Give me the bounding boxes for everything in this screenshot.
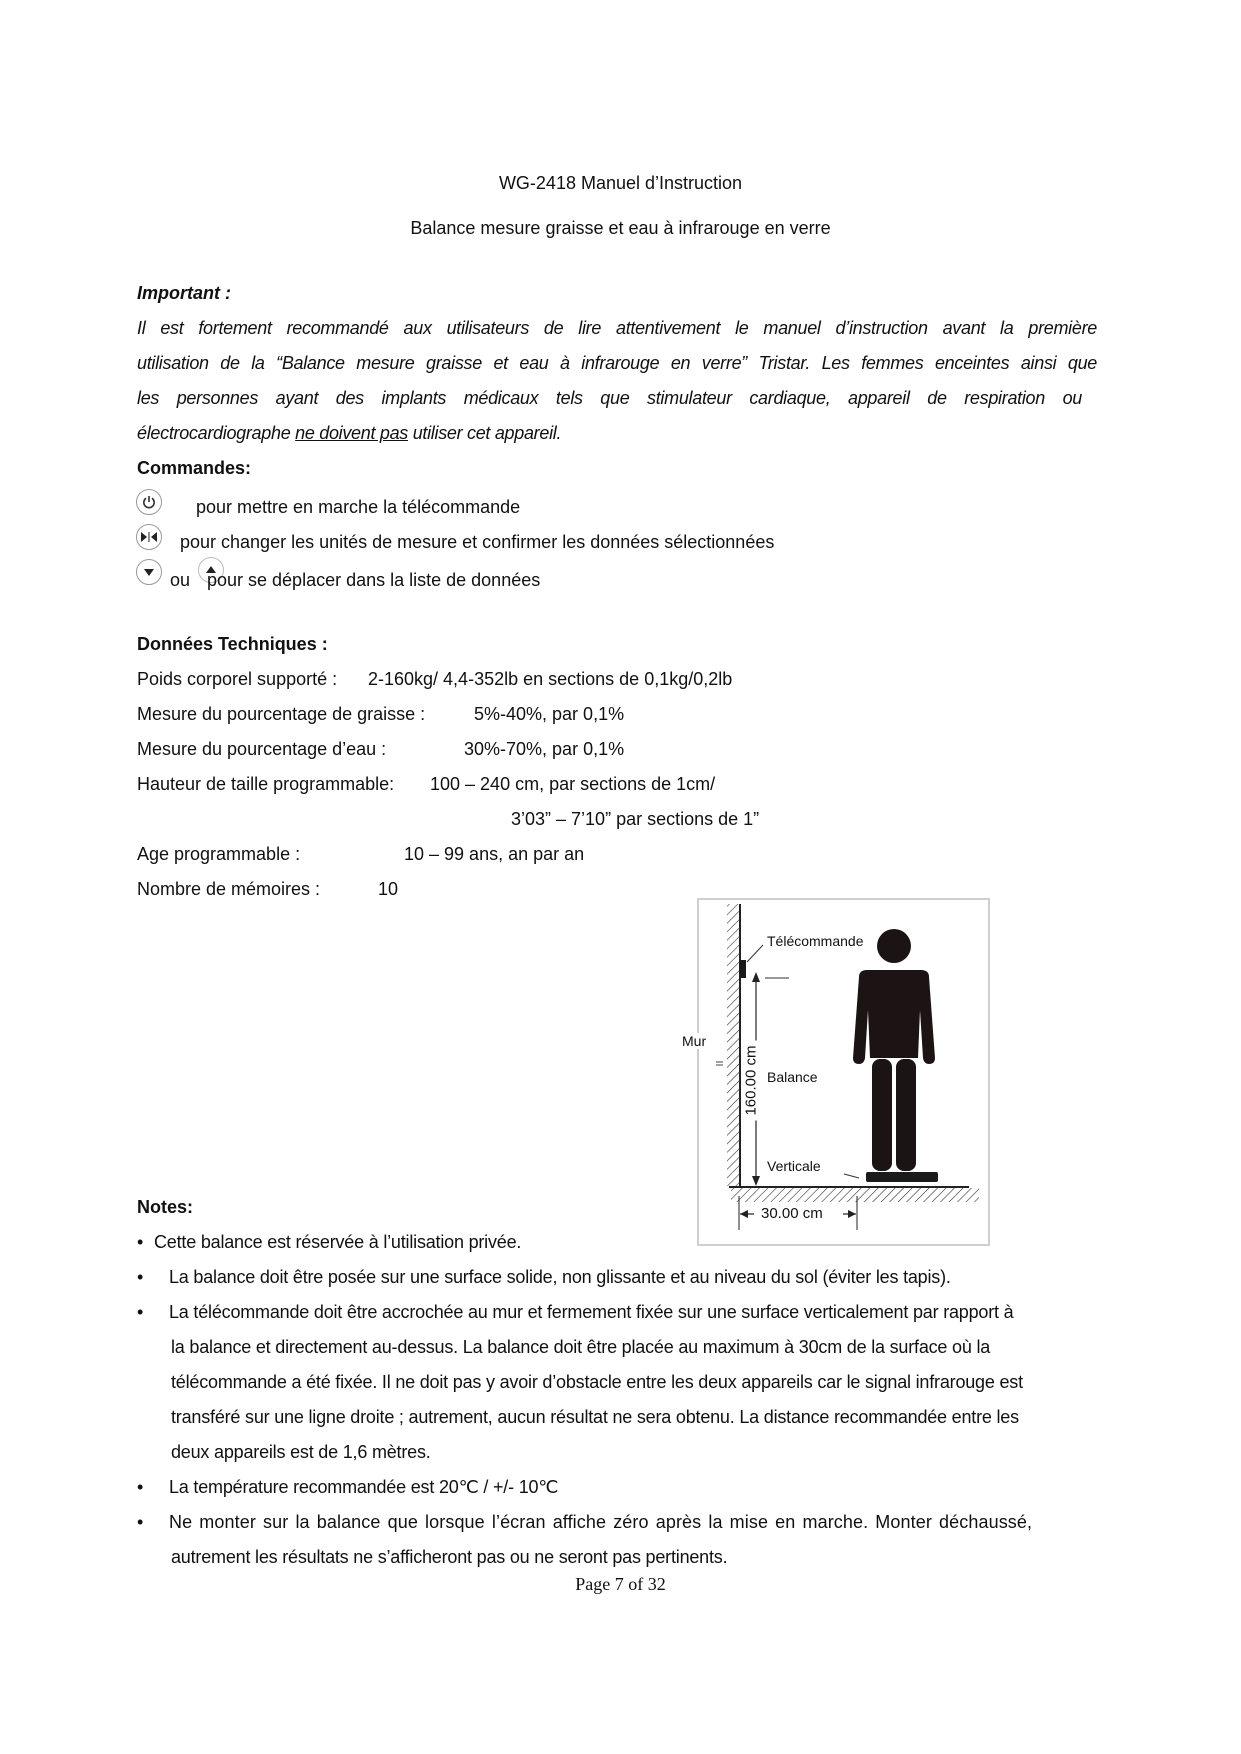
- note-item: La télécommande doit être accrochée au mur et fermement fixée sur une surface verticalement par rapport à: [169, 1302, 1014, 1322]
- notes-heading: Notes:: [137, 1197, 194, 1217]
- distance-arrowhead-right: [848, 1210, 856, 1218]
- scale-label: Balance: [767, 1069, 818, 1085]
- scale-leader: [844, 1174, 859, 1178]
- spec-value: 5%-40%, par 0,1%: [474, 704, 625, 724]
- spec-label: Hauteur de taille programmable:: [137, 774, 395, 794]
- spec-value: 10 – 99 ans, an par an: [404, 844, 585, 864]
- spec-value: 100 – 240 cm, par sections de 1cm/: [430, 774, 716, 794]
- note-item: Ne monter sur la balance que lorsque l’écran affiche zéro après la mise en marche. Monter déchaussé,: [169, 1512, 1033, 1532]
- document-subtitle: Balance mesure graisse et eau à infrarouge en verre: [410, 218, 831, 238]
- important-warning-underlined: ne doivent pas: [295, 423, 408, 443]
- command-description: pour se déplacer dans la liste de données: [207, 570, 541, 590]
- document-title: WG-2418 Manuel d’Instruction: [498, 173, 743, 193]
- spec-value: 10: [378, 879, 399, 899]
- spec-label: Poids corporel supporté :: [137, 669, 338, 689]
- distance-measure-label: 30.00 cm: [761, 1205, 823, 1222]
- spec-label: Mesure du pourcentage de graisse :: [137, 704, 426, 724]
- spec-value: 2-160kg/ 4,4-352lb en sections de 0,1kg/0,2lb: [368, 669, 733, 689]
- height-arrow-down: [752, 1176, 760, 1186]
- important-text-line: utilisation de la “Balance mesure graisse et eau à infrarouge en verre” Tristar. Les femmes enceintes ainsi que: [137, 353, 1097, 373]
- important-text: utiliser cet appareil.: [408, 423, 562, 443]
- spec-label: Nombre de mémoires :: [137, 879, 321, 899]
- down-arrow-icon: [136, 559, 162, 585]
- important-text: électrocardiographe: [137, 423, 296, 443]
- bullet: •: [137, 1267, 144, 1287]
- installation-diagram: [682, 898, 990, 1246]
- page-number: Page 7 of 32: [575, 1574, 666, 1594]
- important-text-line: les personnes ayant des implants médicaux tels que stimulateur cardiaque, appareil de respiration ou: [137, 388, 1082, 408]
- remote-leader: [747, 945, 763, 962]
- distance-arrowhead-left: [740, 1210, 748, 1218]
- height-arrow-up: [752, 972, 760, 982]
- vertical-label: Verticale: [767, 1158, 821, 1174]
- note-item-continuation: télécommande a été fixée. Il ne doit pas y avoir d’obstacle entre les deux appareils car le signal infrarouge est: [171, 1372, 1023, 1392]
- important-text-line: Il est fortement recommandé aux utilisateurs de lire attentivement le manuel d’instruction avant la première: [137, 318, 1097, 338]
- technical-heading: Données Techniques :: [137, 634, 328, 654]
- spec-label: Mesure du pourcentage d’eau :: [137, 739, 387, 759]
- note-item-continuation: deux appareils est de 1,6 mètres.: [171, 1442, 431, 1462]
- unit-toggle-icon: [136, 524, 162, 550]
- note-item-continuation: transféré sur une ligne droite ; autrement, aucun résultat ne sera obtenu. La distance recommandée entre les: [171, 1407, 1019, 1427]
- remote-label: Télécommande: [767, 933, 864, 949]
- bullet: •: [137, 1477, 144, 1497]
- bullet: •: [137, 1232, 144, 1252]
- command-connector: ou: [170, 570, 191, 590]
- note-item-continuation: autrement les résultats ne s’afficheront pas ou ne seront pas pertinents.: [171, 1547, 728, 1567]
- important-heading: Important :: [137, 283, 231, 303]
- wall-hatching: [727, 904, 739, 1186]
- bullet: •: [137, 1512, 144, 1532]
- note-item: La température recommandée est 20℃ / +/- 10℃: [169, 1477, 559, 1497]
- important-text-last-line: [137, 423, 1097, 444]
- spec-value-secondary: 3’03” – 7’10” par sections de 1”: [511, 809, 760, 829]
- command-description: pour mettre en marche la télécommande: [196, 497, 521, 517]
- scale-device: [866, 1172, 938, 1182]
- command-description: pour changer les unités de mesure et confirmer les données sélectionnées: [180, 532, 775, 552]
- power-icon: [136, 489, 162, 515]
- remote-device: [740, 960, 746, 978]
- note-item-continuation: la balance et directement au-dessus. La balance doit être placée au maximum à 30cm de la surface où la: [171, 1337, 991, 1357]
- wall-label: Mur: [682, 1033, 707, 1049]
- floor-hatching: [731, 1188, 979, 1202]
- spec-label: Age programmable :: [137, 844, 301, 864]
- note-item: Cette balance est réservée à l’utilisation privée.: [154, 1232, 522, 1252]
- bullet: •: [137, 1302, 144, 1322]
- height-measure-label: 160.00 cm: [743, 1041, 760, 1121]
- note-item: La balance doit être posée sur une surface solide, non glissante et au niveau du sol (éviter les tapis).: [169, 1267, 951, 1287]
- spec-value: 30%-70%, par 0,1%: [464, 739, 625, 759]
- commands-heading: Commandes:: [137, 458, 252, 478]
- person-silhouette: [853, 929, 935, 1171]
